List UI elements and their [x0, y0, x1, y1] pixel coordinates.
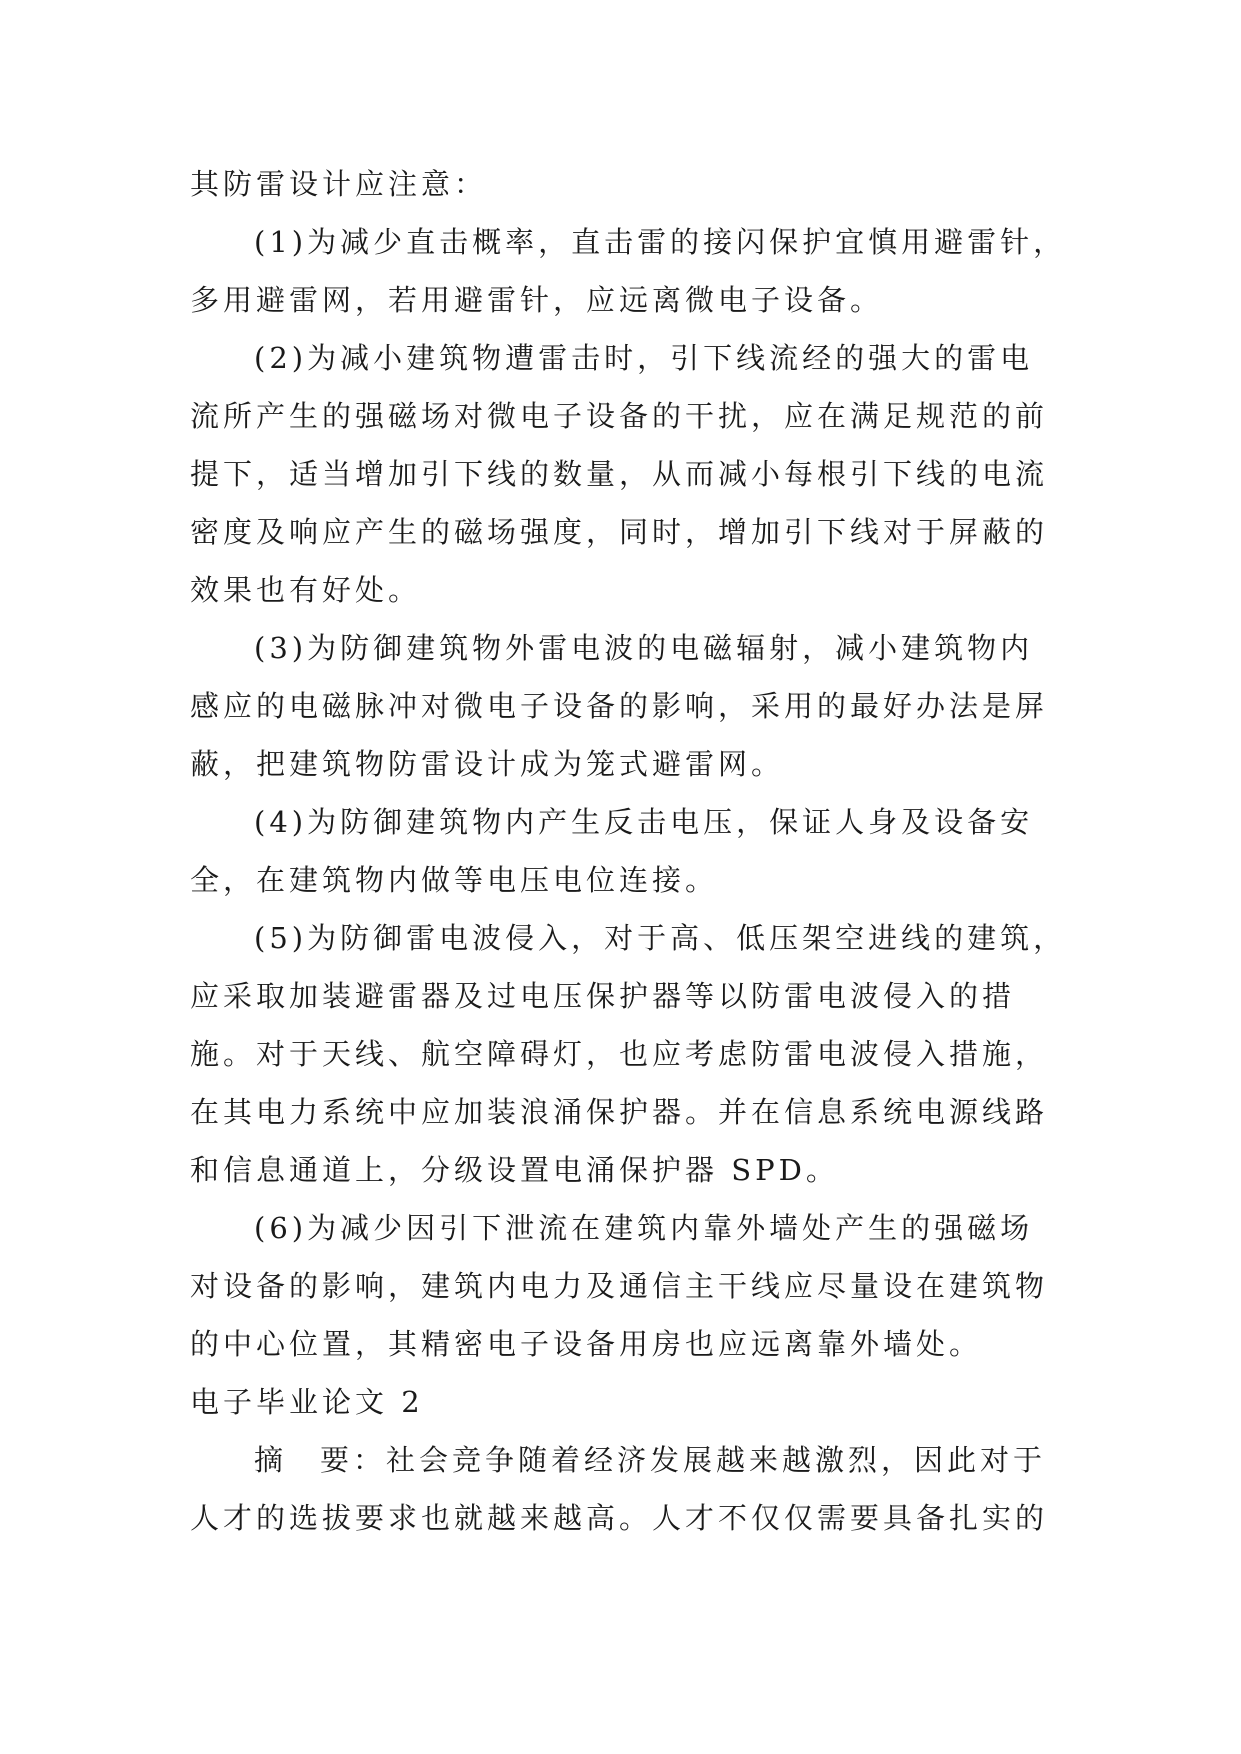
- text-line: 蔽，把建筑物防雷设计成为笼式避雷网。: [190, 747, 785, 781]
- text-line: 施。对于天线、航空障碍灯，也应考虑防雷电波侵入措施，: [190, 1037, 1049, 1071]
- text-line: 应采取加装避雷器及过电压保护器等以防雷电波侵入的措: [190, 979, 1016, 1013]
- text-line: 对设备的影响，建筑内电力及通信主干线应尽量设在建筑物: [190, 1269, 1049, 1303]
- text-line: 多用避雷网，若用避雷针，应远离微电子设备。: [190, 283, 884, 317]
- text-line: 在其电力系统中应加装浪涌保护器。并在信息系统电源线路: [190, 1095, 1049, 1129]
- text-line: (6)为减少因引下泄流在建筑内靠外墙处产生的强磁场: [254, 1211, 1034, 1245]
- text-line: (4)为防御建筑物内产生反击电压，保证人身及设备安: [254, 805, 1034, 839]
- text-line: 的中心位置，其精密电子设备用房也应远离靠外墙处。: [190, 1327, 983, 1361]
- document-page: [190, 155, 1067, 1547]
- text-line: (2)为减小建筑物遭雷击时，引下线流经的强大的雷电: [254, 341, 1034, 375]
- text-line: (3)为防御建筑物外雷电波的电磁辐射，减小建筑物内: [254, 631, 1034, 665]
- text-line: 密度及响应产生的磁场强度，同时，增加引下线对于屏蔽的: [190, 515, 1049, 549]
- text-line: 效果也有好处。: [190, 573, 422, 607]
- text-line: 其防雷设计应注意：: [190, 167, 488, 201]
- text-line: (1)为减少直击概率，直击雷的接闪保护宜慎用避雷针，: [254, 225, 1067, 259]
- abstract-line: 摘 要：社会竞争随着经济发展越来越激烈，因此对于: [254, 1443, 1047, 1477]
- text-line: 全，在建筑物内做等电压电位连接。: [190, 863, 719, 897]
- text-line: 提下，适当增加引下线的数量，从而减小每根引下线的电流: [190, 457, 1049, 491]
- text-line: 和信息通道上，分级设置电涌保护器 SPD。: [190, 1153, 839, 1187]
- section-heading: 电子毕业论文 2: [190, 1385, 424, 1419]
- text-line: 人才的选拔要求也就越来越高。人才不仅仅需要具备扎实的: [190, 1501, 1049, 1535]
- text-line: 感应的电磁脉冲对微电子设备的影响，采用的最好办法是屏: [190, 689, 1049, 723]
- text-line: (5)为防御雷电波侵入，对于高、低压架空进线的建筑，: [254, 921, 1067, 955]
- text-line: 流所产生的强磁场对微电子设备的干扰，应在满足规范的前: [190, 399, 1049, 433]
